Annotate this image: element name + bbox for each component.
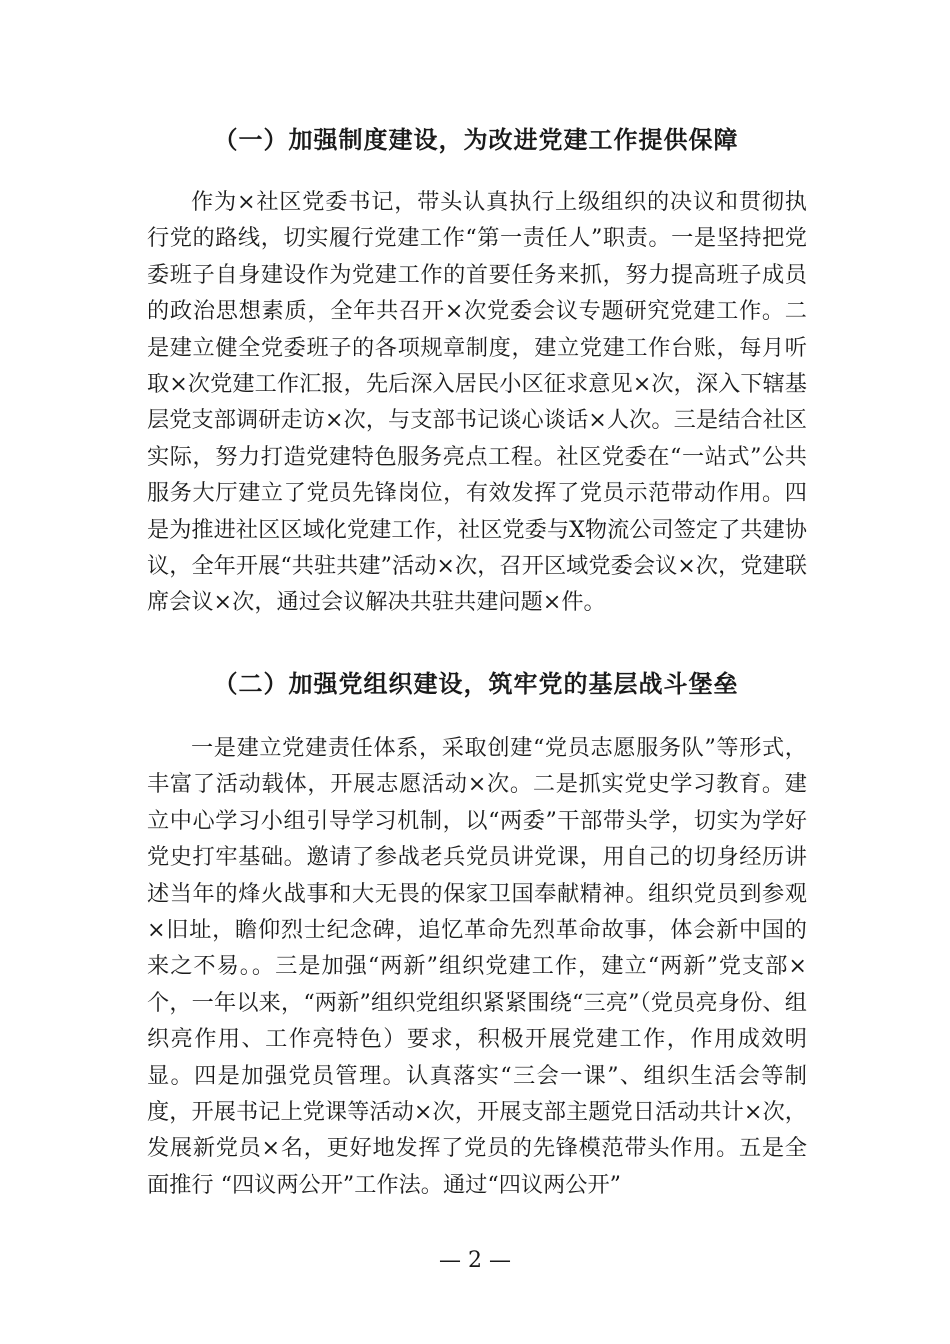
page-number: — 2 — (439, 1248, 511, 1273)
section-2-paragraph: 一是建立党建责任体系，采取创建“党员志愿服务队”等形式，丰富了活动载体，开展志愿活动×次。二是抓实党史学习教育。建立中心学习小组引导学习机制，以“两委”干部带头学，切实为学好党史打牢基础。邀请了参战老兵党员讲党课，用自己的切身经历讲述当年的烽火战事和大无畏的保家卫国奉献精神。组织党员到参观×旧址，瞻仰烈士纪念碑，追忆革命先烈革命故事，体会新中国的来之不易。。三是加强“两新”组织党建工作，建立“两新”党支部×个，一年以来，“两新”组织党组织紧紧围绕“三亮”（党员亮身份、组织亮作用、工作亮特色）要求，积极开展党建工作，作用成效明显。四是加强党员管理。认真落实“三会一课”、组织生活会等制度，开展书记上党课等活动×次，开展支部主题党日活动共计×次，发展新党员×名，更好地发挥了党员的先锋模范带头作用。五是全面推行 “四议两公开”工作法。通过“四议两公开” (147, 735, 807, 1198)
section-heading-1: （一）加强制度建设，为改进党建工作提供保障 (213, 126, 739, 154)
section-heading-2: （二）加强党组织建设，筑牢党的基层战斗堡垒 (213, 670, 739, 698)
section-1-paragraph: 作为×社区党委书记，带头认真执行上级组织的决议和贯彻执行党的路线，切实履行党建工作“第一责任人”职责。一是坚持把党委班子自身建设作为党建工作的首要任务来抓，努力提高班子成员的政治思想素质，全年共召开×次党委会议专题研究党建工作。二是建立健全党委班子的各项规章制度，建立党建工作台账，每月听取×次党建工作汇报，先后深入居民小区征求意见×次，深入下辖基层党支部调研走访×次，与支部书记谈心谈话×人次。三是结合社区实际，努力打造党建特色服务亮点工程。社区党委在“一站式”公共服务大厅建立了党员先锋岗位，有效发挥了党员示范带动作用。四是为推进社区区域化党建工作，社区党委与X物流公司签定了共建协议，全年开展“共驻共建”活动×次，召开区域党委会议×次，党建联席会议×次，通过会议解决共驻共建问题×件。 (147, 189, 807, 616)
